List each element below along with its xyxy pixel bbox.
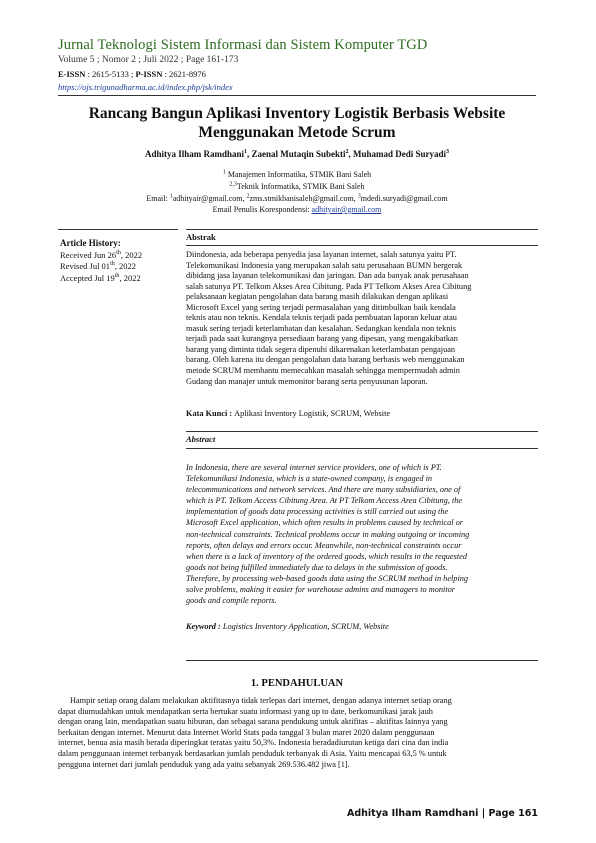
section-heading: 1. PENDAHULUAN: [250, 678, 344, 689]
history-sup: th: [114, 272, 120, 279]
email-prefix: Email:: [146, 194, 170, 203]
body-line: berkaitan dengan internet. Menurut data Internet World Stats pada tanggal 3 bulan maret 2020 dalam penggunaan: [58, 727, 435, 737]
email-sup: 2: [246, 193, 250, 200]
keywords-label: Keyword :: [186, 622, 223, 631]
abstrak-line: teknis atau non teknis. Kendala teknis terjadi pada pembuatan laporan keluar atau: [186, 313, 457, 323]
abstract-line: goods not being fulfilled immediately due to delays in the submission of goods.: [186, 562, 448, 572]
keywords-value: Aplikasi Inventory Logistik, SCRUM, Website: [234, 409, 391, 418]
pissn-value: : 2621-8976: [162, 69, 206, 79]
abstrak-line: masuk sering terjadi keterlambatan dan kesalahan. Sedangkan kendala non teknis: [186, 323, 457, 333]
abstrak-body: [186, 250, 538, 387]
abstrak-line: pelaksanaan kegiatan pengolahan data barang masih dilakukan dengan aplikasi: [186, 292, 449, 302]
abstract-line: Therefore, by processing web-based goods data using the SCRUM method in helping: [186, 573, 469, 583]
history-sup: th: [110, 261, 115, 268]
abstract-line: telecommunications and network services. And there are many subsidiaries, one of: [186, 485, 461, 495]
abstract-body: [186, 462, 538, 606]
email-sup: 1: [169, 193, 173, 200]
author-list: Adhitya Ilham Ramdhani$^1$, Zaenal Mutaqin Subekti$^2$, Muhamad Dedi Suryadi$^3$: [144, 149, 450, 159]
abstract-line: goods and compile reports.: [186, 596, 277, 606]
abstrak-keywords: [186, 409, 538, 418]
abstract-line: implementation of goods data processing activities is still carried out using the: [186, 507, 449, 517]
author-sup: 3: [446, 149, 450, 155]
keywords-value: Logistics Inventory Application, SCRUM, Website: [222, 622, 389, 631]
history-text: Accepted Jul 19: [60, 272, 115, 283]
email-3: mdedi.suryadi@gmail.com: [360, 194, 448, 203]
abstract-bottom-divider: [186, 660, 538, 661]
history-received: [60, 250, 178, 262]
abstrak-top-divider: [186, 229, 538, 230]
abstrak-heading-divider: [186, 245, 538, 246]
keywords-label: Kata Kunci :: [186, 409, 235, 418]
author-name: Muhamad Dedi Suryadi: [353, 149, 447, 159]
abstract-top-divider: [186, 431, 538, 432]
body-line: dapat diumudahkan untuk mendapatkan serta bertukar suatu informasi yang up to date, berkomunikasi jarak jauh: [58, 706, 433, 716]
affiliation-text: Teknik Informatika, STMIK Bani Saleh: [236, 182, 365, 191]
abstrak-line: barang. Oleh karena itu dengan pengolahan data barang berbasis web menggunakan: [186, 355, 465, 365]
body-line: dalam penggunaan internet terbanyak berdasarkan jumlah penduduk terbanyak di Asia. Yaitu mencapai 63,5 % untuk: [58, 748, 447, 758]
abstrak-line: metode SCRUM membantu memecahkan masalah sehingga mempermudah admin: [186, 366, 460, 376]
abstract-line: reports, often delays and errors occur. Meanwhile, non-technical constraints occur: [186, 540, 462, 550]
corresponding-label: Email Penulis Korespondensi:: [212, 205, 312, 214]
journal-url-link[interactable]: https://ojs.trigunadharma.ac.id/index.php/jsk/index: [58, 82, 233, 92]
body-line: dengan orang lain, mendapatkan suatu hiburan, dan sebagai sarana pendukung untuk aktifitas – aktifitas lainnya yang: [58, 717, 448, 727]
history-top-divider: [58, 229, 178, 230]
abstrak-line: Microsoft Excel yang sering terjadi permasalahan yang ditimbulkan baik kendala: [186, 302, 456, 312]
author-name: Adhitya Ilham Ramdhani: [144, 149, 244, 159]
pissn-label: P-ISSN: [135, 69, 163, 79]
affiliation-text: Manajemen Informatika, STMIK Bani Saleh: [227, 170, 372, 179]
history-text: Received Jun 26: [60, 249, 117, 260]
abstrak-line: terjadi pada saat kurangnya persediaan barang yang dipesan, yang mengakibatkan: [186, 334, 458, 344]
affiliation-1: [58, 170, 536, 181]
abstract-line: when there is a lack of inventory of the ordered goods, which results in the requested: [186, 551, 467, 561]
history-text: , 2022: [119, 272, 141, 283]
body-line: Hampir setiap orang dalam melakukan aktifitasnya tidak terlepas dari internet, dengan adanya internet setiap orang: [70, 696, 452, 705]
email-sup: 3: [357, 193, 361, 200]
history-text: , 2022: [114, 261, 136, 271]
affiliation-sup: 1: [222, 169, 226, 176]
affiliation-sup: 2,3: [229, 181, 237, 188]
paper-title-line-2: Menggunakan Metode Scrum: [198, 124, 396, 141]
body-line: internet, benua asia masih berada diperingkat teratas yaitu 50,3%. Indonesia beradadiurutan ketiga dari cina dan india: [58, 738, 449, 748]
abstract-line: solve problems, making it easier for warehouse admins and managers to monitor: [186, 585, 456, 595]
author-sup: 2: [345, 149, 349, 155]
abstrak-heading: Abstrak: [186, 232, 216, 242]
abstract-line: In Indonesia, there are several internet service providers, one of which is PT.: [186, 463, 442, 472]
paper-title: [58, 104, 536, 142]
email-2: zms.stmikbanisaleh@gmail.com,: [249, 194, 358, 203]
author-sup: 1: [243, 149, 247, 155]
abstract-heading: Abstract: [186, 434, 216, 444]
header-divider: [58, 95, 536, 96]
history-revised: [60, 261, 178, 273]
abstrak-line: dibidang jasa layanan telekomunikasi dan jaringan. Dan ada banyak anak perusahaan: [186, 271, 469, 281]
abstrak-line: Diindonesia, ada beberapa penyedia jasa layanan internet, salah satunya yaitu PT.: [186, 250, 457, 259]
history-text: Revised Jul 01: [60, 261, 111, 271]
abstract-heading-divider: [186, 448, 538, 449]
abstract-line: non-technical constraints. Technical problems occur in making outgoing or incoming: [186, 529, 470, 539]
abstract-keywords: [186, 622, 538, 631]
abstrak-line: barang yang diminta tidak segera dipenuhi dikarenakan keterlambatan pengajuan: [186, 344, 456, 354]
abstract-line: which is PT. Telkom Access Cibitung Area. At PT Telkom Access Area Cibitung, the: [186, 496, 463, 506]
abstract-line: Telekomunikasi Indonesia, which is a state-owned company, is engaged in: [186, 474, 433, 484]
corresponding-email-link[interactable]: adhityair@gmail.com: [311, 205, 382, 214]
article-history: [60, 238, 178, 284]
journal-issn: [58, 69, 206, 79]
paper-title-line-1: Rancang Bangun Aplikasi Inventory Logistik Berbasis Website: [88, 105, 506, 122]
journal-title: Jurnal Teknologi Sistem Informasi dan Sistem Komputer TGD: [58, 37, 428, 53]
corresponding-email: [58, 205, 536, 216]
abstrak-line: Telekomunikasi Indonesia yang merupakan salah satu perusahaan BUMN bergerak: [186, 260, 463, 270]
history-accepted: [60, 273, 178, 285]
journal-volume: Volume 5 ; Nomor 2 ; Juli 2022 ; Page 161-173: [58, 55, 239, 65]
body-line: pengguna internet dari jumlah penduduk yang ada yaitu sebanyak 269.536.482 jiwa [1].: [58, 759, 350, 769]
history-heading: Article History:: [60, 238, 121, 248]
affiliation-2: [58, 182, 536, 193]
history-sup: th: [116, 249, 121, 256]
eissn-value: : 2615-5133 ;: [85, 69, 136, 79]
abstract-line: Microsoft Excel application, which often results in problems caused by technical or: [186, 518, 463, 528]
abstrak-line: salah satunya PT. Telkom Akses Area Cibitung. Pada PT Telkom Akses Area Cibitung: [186, 281, 472, 291]
history-text: , 2022: [120, 249, 143, 260]
abstrak-line: Gudang dan manajer untuk memonitor barang serta penyusunan laporan.: [186, 376, 428, 386]
email-line: [58, 194, 536, 205]
section-body: [58, 696, 538, 770]
email-1: adhityair@gmail.com,: [172, 194, 247, 203]
page-footer: Adhitya Ilham Ramdhani | Page 161: [347, 808, 538, 819]
author-name: Zaenal Mutaqin Subekti: [251, 149, 346, 159]
eissn-label: E-ISSN: [58, 69, 86, 79]
